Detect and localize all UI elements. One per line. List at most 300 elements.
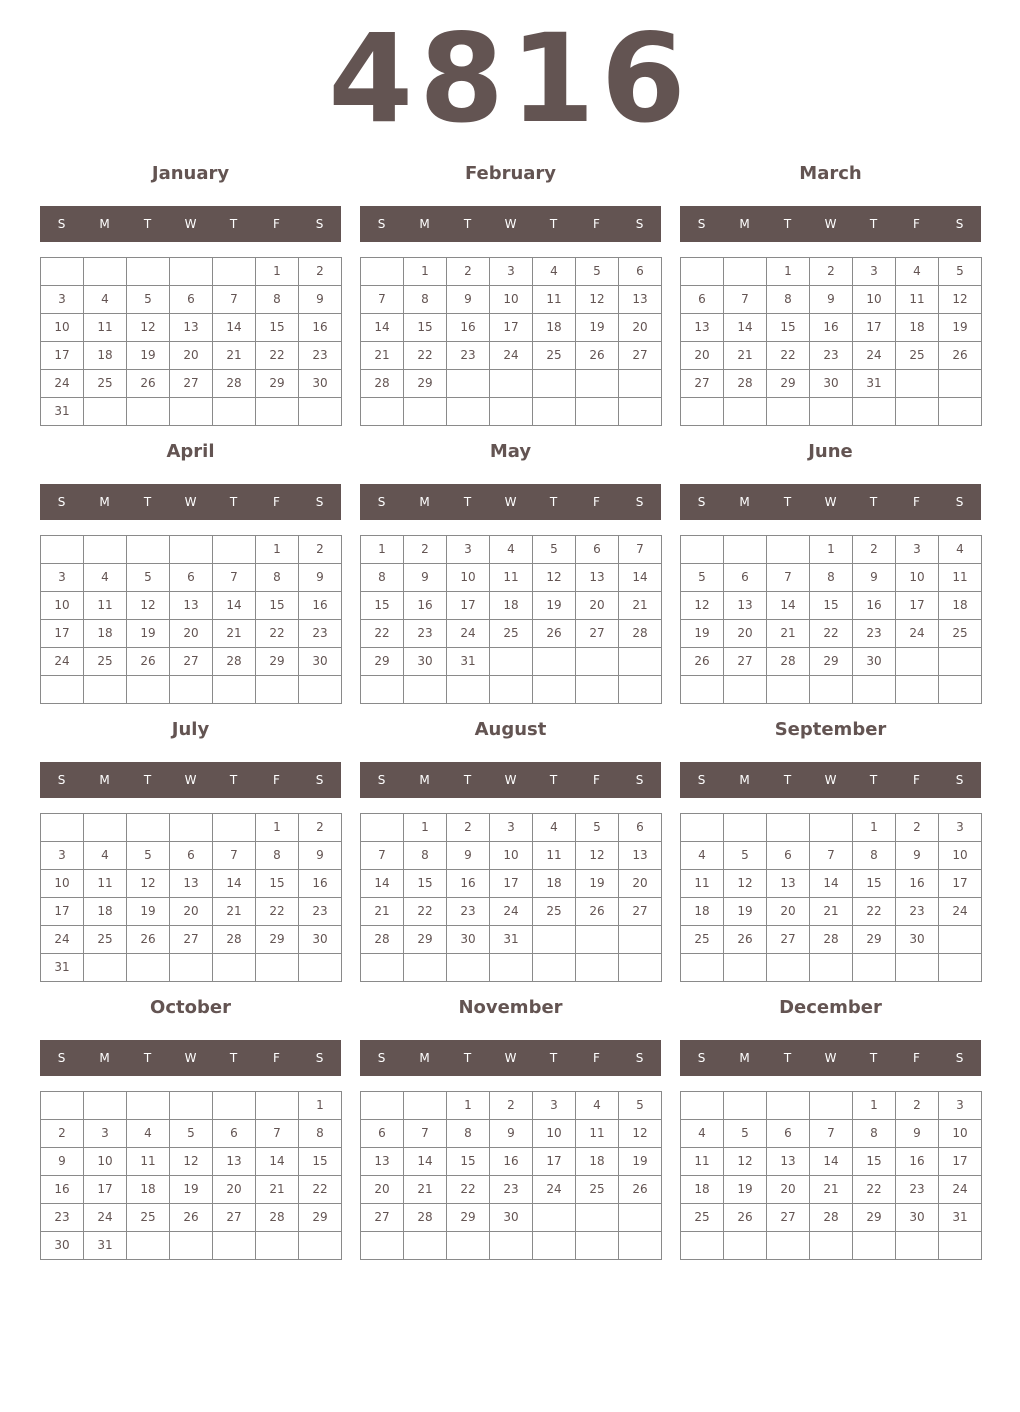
empty-day-cell: [939, 398, 982, 426]
day-cell: 29: [361, 648, 404, 676]
day-cell: 12: [127, 870, 170, 898]
day-cell: 14: [724, 314, 767, 342]
weekday-label: S: [635, 1051, 644, 1065]
weekday-label: F: [593, 217, 600, 231]
day-cell: 12: [576, 286, 619, 314]
day-cell: 8: [767, 286, 810, 314]
day-cell: 22: [256, 620, 299, 648]
day-cell: 17: [447, 592, 490, 620]
day-cell: 25: [127, 1204, 170, 1232]
empty-day-cell: [404, 1232, 447, 1260]
weekday-label: M: [99, 773, 110, 787]
weekday-label: S: [377, 217, 386, 231]
weekday-label: S: [635, 495, 644, 509]
days-grid: [680, 535, 982, 704]
weekday-label: S: [315, 1051, 324, 1065]
weekday-label: W: [184, 1051, 197, 1065]
day-cell: 1: [404, 814, 447, 842]
day-cell: 10: [939, 842, 982, 870]
weekday-label: S: [955, 217, 964, 231]
day-cell: 25: [681, 1204, 724, 1232]
weekday-label: M: [99, 1051, 110, 1065]
day-cell: 2: [447, 814, 490, 842]
weekday-header: [360, 484, 661, 520]
days-grid: [40, 1091, 342, 1260]
day-cell: 28: [213, 648, 256, 676]
day-cell: 12: [127, 592, 170, 620]
days-grid: [360, 535, 662, 704]
weekday-label: W: [824, 217, 837, 231]
empty-day-cell: [767, 536, 810, 564]
weekday-label: T: [869, 217, 878, 231]
day-cell: 8: [447, 1120, 490, 1148]
empty-day-cell: [404, 398, 447, 426]
day-cell: 18: [896, 314, 939, 342]
weekday-label: T: [143, 495, 152, 509]
weekday-label: S: [955, 773, 964, 787]
day-cell: 17: [896, 592, 939, 620]
weekday-label: F: [593, 495, 600, 509]
day-cell: 16: [896, 870, 939, 898]
weekday-label: W: [504, 495, 517, 509]
weekday-label: F: [913, 773, 920, 787]
day-cell: 20: [213, 1176, 256, 1204]
empty-day-cell: [767, 676, 810, 704]
day-cell: 29: [810, 648, 853, 676]
day-cell: 3: [41, 842, 84, 870]
empty-day-cell: [41, 1092, 84, 1120]
empty-day-cell: [41, 258, 84, 286]
empty-day-cell: [681, 1092, 724, 1120]
day-cell: 17: [490, 870, 533, 898]
day-cell: 31: [490, 926, 533, 954]
day-cell: 12: [724, 1148, 767, 1176]
day-cell: 24: [490, 342, 533, 370]
day-cell: 9: [896, 842, 939, 870]
day-cell: 8: [256, 564, 299, 592]
empty-day-cell: [619, 676, 662, 704]
empty-day-cell: [299, 676, 342, 704]
day-cell: 26: [576, 898, 619, 926]
day-cell: 26: [127, 926, 170, 954]
day-cell: 14: [213, 314, 256, 342]
day-cell: 9: [490, 1120, 533, 1148]
empty-day-cell: [170, 536, 213, 564]
day-cell: 23: [299, 620, 342, 648]
day-cell: 27: [681, 370, 724, 398]
empty-day-cell: [619, 370, 662, 398]
month-name: June: [808, 441, 853, 462]
day-cell: 16: [447, 314, 490, 342]
day-cell: 31: [447, 648, 490, 676]
weekday-header: [40, 762, 341, 798]
empty-day-cell: [256, 1232, 299, 1260]
day-cell: 31: [84, 1232, 127, 1260]
empty-day-cell: [213, 398, 256, 426]
weekday-label: T: [549, 1051, 558, 1065]
day-cell: 12: [576, 842, 619, 870]
day-cell: 2: [896, 1092, 939, 1120]
day-cell: 9: [447, 286, 490, 314]
day-cell: 9: [404, 564, 447, 592]
day-cell: 4: [127, 1120, 170, 1148]
day-cell: 25: [84, 370, 127, 398]
weekday-label: S: [377, 495, 386, 509]
day-cell: 4: [939, 536, 982, 564]
day-cell: 2: [447, 258, 490, 286]
day-cell: 12: [939, 286, 982, 314]
day-cell: 4: [84, 842, 127, 870]
weekday-header: [40, 206, 341, 242]
weekday-label: T: [869, 495, 878, 509]
day-cell: 27: [619, 898, 662, 926]
weekday-label: F: [593, 773, 600, 787]
empty-day-cell: [896, 370, 939, 398]
day-cell: 14: [619, 564, 662, 592]
day-cell: 30: [490, 1204, 533, 1232]
empty-day-cell: [681, 814, 724, 842]
day-cell: 22: [447, 1176, 490, 1204]
day-cell: 24: [84, 1204, 127, 1232]
day-cell: 7: [213, 564, 256, 592]
empty-day-cell: [810, 1092, 853, 1120]
weekday-label: S: [697, 773, 706, 787]
empty-day-cell: [767, 398, 810, 426]
day-cell: 21: [810, 1176, 853, 1204]
day-cell: 15: [447, 1148, 490, 1176]
empty-day-cell: [896, 676, 939, 704]
days-grid: [40, 257, 342, 426]
day-cell: 18: [127, 1176, 170, 1204]
weekday-label: M: [739, 773, 750, 787]
weekday-label: S: [377, 1051, 386, 1065]
empty-day-cell: [127, 676, 170, 704]
day-cell: 23: [404, 620, 447, 648]
day-cell: 6: [170, 286, 213, 314]
empty-day-cell: [576, 1232, 619, 1260]
empty-day-cell: [213, 536, 256, 564]
day-cell: 22: [361, 620, 404, 648]
day-cell: 1: [404, 258, 447, 286]
day-cell: 9: [810, 286, 853, 314]
weekday-label: S: [635, 773, 644, 787]
weekday-header: [680, 206, 981, 242]
day-cell: 29: [447, 1204, 490, 1232]
day-cell: 28: [724, 370, 767, 398]
day-cell: 22: [404, 342, 447, 370]
day-cell: 31: [41, 398, 84, 426]
day-cell: 5: [127, 286, 170, 314]
weekday-header: [360, 1040, 661, 1076]
empty-day-cell: [490, 648, 533, 676]
day-cell: 18: [681, 898, 724, 926]
day-cell: 28: [213, 370, 256, 398]
day-cell: 7: [404, 1120, 447, 1148]
day-cell: 25: [533, 898, 576, 926]
day-cell: 11: [84, 870, 127, 898]
weekday-label: T: [869, 1051, 878, 1065]
day-cell: 2: [853, 536, 896, 564]
day-cell: 17: [84, 1176, 127, 1204]
weekday-label: M: [739, 217, 750, 231]
day-cell: 17: [939, 870, 982, 898]
weekday-label: F: [913, 495, 920, 509]
day-cell: 21: [767, 620, 810, 648]
day-cell: 26: [681, 648, 724, 676]
day-cell: 1: [767, 258, 810, 286]
day-cell: 18: [533, 314, 576, 342]
day-cell: 6: [170, 564, 213, 592]
weekday-label: W: [824, 773, 837, 787]
day-cell: 30: [404, 648, 447, 676]
empty-day-cell: [490, 1232, 533, 1260]
day-cell: 24: [533, 1176, 576, 1204]
empty-day-cell: [939, 954, 982, 982]
weekday-label: T: [783, 217, 792, 231]
day-cell: 14: [361, 314, 404, 342]
day-cell: 8: [256, 286, 299, 314]
empty-day-cell: [896, 1232, 939, 1260]
day-cell: 26: [619, 1176, 662, 1204]
day-cell: 1: [853, 1092, 896, 1120]
empty-day-cell: [127, 954, 170, 982]
day-cell: 23: [299, 342, 342, 370]
empty-day-cell: [724, 1092, 767, 1120]
day-cell: 2: [896, 814, 939, 842]
weekday-label: T: [463, 773, 472, 787]
empty-day-cell: [404, 1092, 447, 1120]
empty-day-cell: [619, 398, 662, 426]
empty-day-cell: [619, 926, 662, 954]
day-cell: 11: [576, 1120, 619, 1148]
day-cell: 22: [853, 1176, 896, 1204]
day-cell: 14: [213, 870, 256, 898]
empty-day-cell: [939, 676, 982, 704]
day-cell: 15: [299, 1148, 342, 1176]
days-grid: [40, 813, 342, 982]
day-cell: 8: [853, 842, 896, 870]
weekday-label: T: [229, 1051, 238, 1065]
empty-day-cell: [576, 648, 619, 676]
day-cell: 15: [810, 592, 853, 620]
day-cell: 23: [41, 1204, 84, 1232]
day-cell: 6: [619, 814, 662, 842]
day-cell: 30: [853, 648, 896, 676]
day-cell: 25: [490, 620, 533, 648]
empty-day-cell: [896, 648, 939, 676]
weekday-label: S: [697, 1051, 706, 1065]
day-cell: 5: [576, 258, 619, 286]
day-cell: 18: [576, 1148, 619, 1176]
day-cell: 3: [490, 814, 533, 842]
day-cell: 23: [896, 898, 939, 926]
weekday-label: M: [739, 495, 750, 509]
day-cell: 20: [681, 342, 724, 370]
empty-day-cell: [84, 954, 127, 982]
weekday-label: T: [463, 1051, 472, 1065]
weekday-label: S: [57, 1051, 66, 1065]
empty-day-cell: [404, 676, 447, 704]
day-cell: 17: [853, 314, 896, 342]
day-cell: 21: [256, 1176, 299, 1204]
empty-day-cell: [84, 1092, 127, 1120]
weekday-label: T: [143, 217, 152, 231]
day-cell: 14: [256, 1148, 299, 1176]
weekday-label: S: [57, 773, 66, 787]
day-cell: 21: [724, 342, 767, 370]
day-cell: 17: [41, 342, 84, 370]
day-cell: 4: [84, 564, 127, 592]
day-cell: 24: [41, 926, 84, 954]
day-cell: 25: [84, 648, 127, 676]
day-cell: 6: [576, 536, 619, 564]
empty-day-cell: [576, 1204, 619, 1232]
month-name: February: [464, 163, 557, 184]
weekday-label: T: [869, 773, 878, 787]
day-cell: 13: [213, 1148, 256, 1176]
days-grid: [680, 257, 982, 426]
day-cell: 14: [213, 592, 256, 620]
month-name: December: [779, 997, 882, 1018]
empty-day-cell: [533, 370, 576, 398]
days-grid: [680, 813, 982, 982]
empty-day-cell: [361, 398, 404, 426]
empty-day-cell: [127, 398, 170, 426]
day-cell: 24: [896, 620, 939, 648]
weekday-header: [680, 1040, 981, 1076]
empty-day-cell: [724, 536, 767, 564]
empty-day-cell: [490, 370, 533, 398]
day-cell: 16: [853, 592, 896, 620]
weekday-label: T: [549, 217, 558, 231]
day-cell: 28: [810, 1204, 853, 1232]
weekday-label: W: [184, 773, 197, 787]
empty-day-cell: [810, 954, 853, 982]
empty-day-cell: [767, 1232, 810, 1260]
empty-day-cell: [576, 676, 619, 704]
day-cell: 3: [896, 536, 939, 564]
day-cell: 12: [127, 314, 170, 342]
empty-day-cell: [939, 1232, 982, 1260]
day-cell: 11: [533, 286, 576, 314]
empty-day-cell: [127, 1092, 170, 1120]
empty-day-cell: [299, 1232, 342, 1260]
empty-day-cell: [810, 1232, 853, 1260]
day-cell: 8: [853, 1120, 896, 1148]
empty-day-cell: [84, 536, 127, 564]
empty-day-cell: [767, 814, 810, 842]
day-cell: 26: [576, 342, 619, 370]
day-cell: 23: [896, 1176, 939, 1204]
day-cell: 5: [170, 1120, 213, 1148]
day-cell: 22: [810, 620, 853, 648]
day-cell: 13: [767, 1148, 810, 1176]
month-name: October: [150, 997, 231, 1018]
day-cell: 9: [447, 842, 490, 870]
day-cell: 13: [619, 286, 662, 314]
day-cell: 11: [681, 870, 724, 898]
day-cell: 9: [853, 564, 896, 592]
empty-day-cell: [447, 370, 490, 398]
day-cell: 20: [170, 342, 213, 370]
empty-day-cell: [810, 814, 853, 842]
weekday-label: T: [229, 773, 238, 787]
day-cell: 17: [41, 620, 84, 648]
day-cell: 24: [853, 342, 896, 370]
day-cell: 5: [939, 258, 982, 286]
day-cell: 27: [170, 370, 213, 398]
day-cell: 20: [170, 898, 213, 926]
empty-day-cell: [127, 536, 170, 564]
weekday-label: S: [635, 217, 644, 231]
weekday-label: F: [273, 773, 280, 787]
day-cell: 30: [299, 648, 342, 676]
day-cell: 12: [724, 870, 767, 898]
day-cell: 3: [41, 286, 84, 314]
day-cell: 7: [213, 842, 256, 870]
day-cell: 15: [853, 870, 896, 898]
empty-day-cell: [619, 1204, 662, 1232]
day-cell: 4: [896, 258, 939, 286]
day-cell: 14: [767, 592, 810, 620]
weekday-header: [360, 762, 661, 798]
empty-day-cell: [853, 954, 896, 982]
day-cell: 16: [490, 1148, 533, 1176]
empty-day-cell: [767, 1092, 810, 1120]
weekday-label: S: [377, 773, 386, 787]
weekday-label: T: [463, 495, 472, 509]
weekday-label: F: [273, 1051, 280, 1065]
weekday-label: W: [184, 217, 197, 231]
empty-day-cell: [256, 1092, 299, 1120]
day-cell: 13: [619, 842, 662, 870]
day-cell: 1: [447, 1092, 490, 1120]
day-cell: 30: [447, 926, 490, 954]
weekday-header: [680, 484, 981, 520]
empty-day-cell: [170, 398, 213, 426]
empty-day-cell: [576, 954, 619, 982]
days-grid: [360, 813, 662, 982]
weekday-label: S: [315, 495, 324, 509]
day-cell: 3: [533, 1092, 576, 1120]
empty-day-cell: [767, 954, 810, 982]
day-cell: 11: [84, 592, 127, 620]
day-cell: 29: [853, 926, 896, 954]
day-cell: 5: [724, 842, 767, 870]
day-cell: 12: [619, 1120, 662, 1148]
day-cell: 19: [939, 314, 982, 342]
day-cell: 27: [576, 620, 619, 648]
empty-day-cell: [576, 926, 619, 954]
empty-day-cell: [84, 398, 127, 426]
day-cell: 15: [256, 870, 299, 898]
day-cell: 6: [724, 564, 767, 592]
day-cell: 23: [810, 342, 853, 370]
empty-day-cell: [533, 676, 576, 704]
day-cell: 6: [361, 1120, 404, 1148]
empty-day-cell: [361, 954, 404, 982]
empty-day-cell: [213, 676, 256, 704]
day-cell: 20: [767, 898, 810, 926]
weekday-label: M: [419, 217, 430, 231]
day-cell: 19: [724, 898, 767, 926]
day-cell: 9: [896, 1120, 939, 1148]
empty-day-cell: [533, 1232, 576, 1260]
day-cell: 19: [681, 620, 724, 648]
day-cell: 8: [404, 842, 447, 870]
empty-day-cell: [681, 398, 724, 426]
empty-day-cell: [724, 954, 767, 982]
